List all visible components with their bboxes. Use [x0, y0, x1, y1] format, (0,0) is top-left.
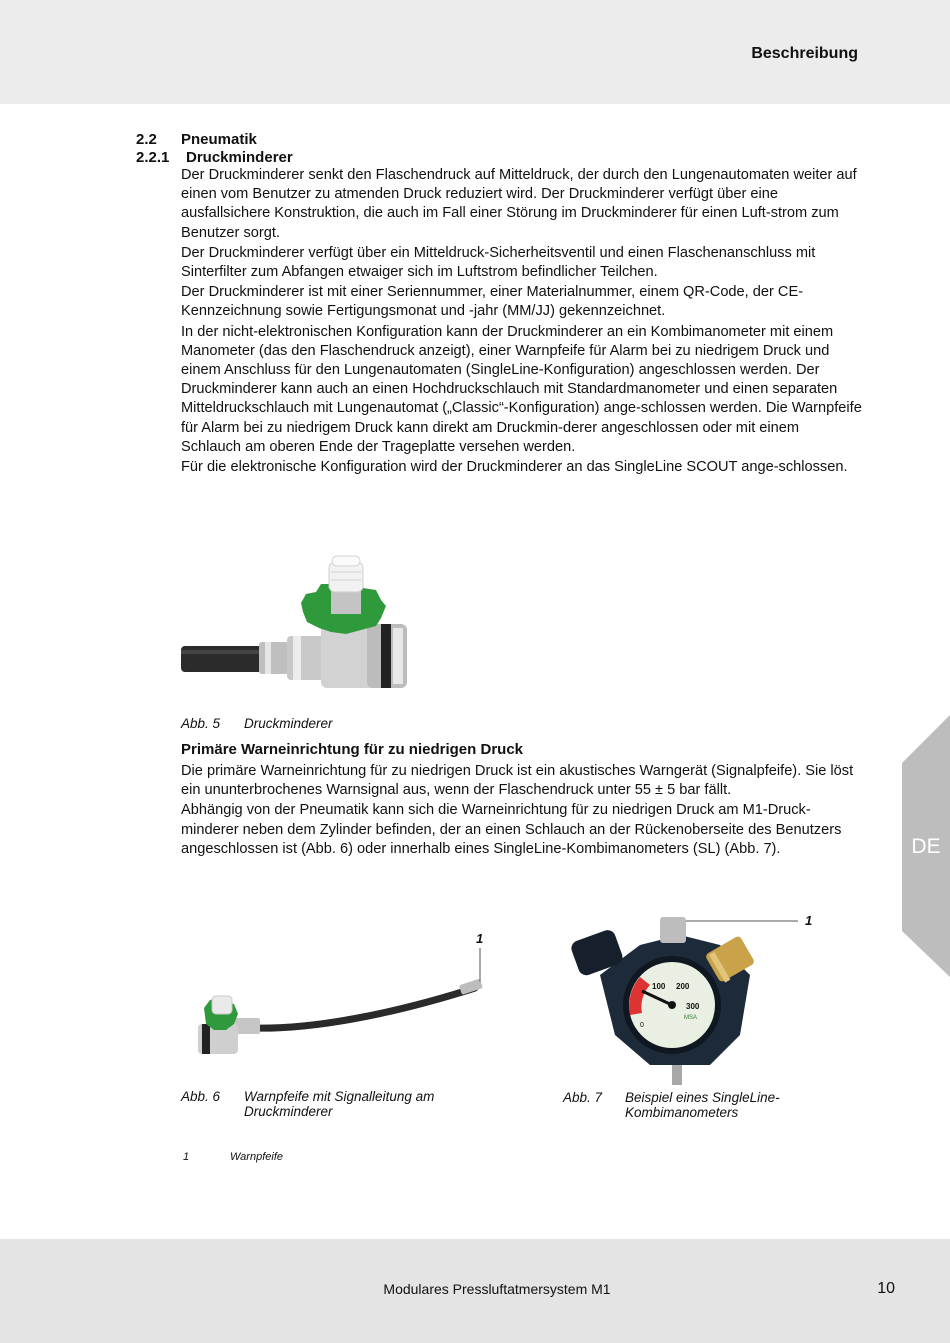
- subsection-title: Druckminderer: [186, 149, 293, 166]
- warning-whistle-hose-image: [190, 940, 500, 1060]
- legend-number: 1: [183, 1151, 190, 1163]
- gauge-label: 0: [640, 1022, 644, 1029]
- section-title: Pneumatik: [181, 131, 257, 148]
- paragraph: Der Druckminderer ist mit einer Seriennummer, einer Materialnummer, einem QR-Code, der CE-Kennzeichnung sowie Fertigungsmonat und -jahr (MM/JJ) gekennzeichnet.: [181, 284, 804, 320]
- intro-text: [181, 166, 863, 478]
- legend-text: Warnpfeife: [230, 1151, 283, 1163]
- language-tab-label: DE: [911, 835, 941, 858]
- footer-title: Modulares Pressluftatmersystem M1: [383, 1281, 611, 1297]
- gauge-label: 100: [652, 982, 666, 991]
- figure-title: Warnpfeife mit Signalleitung am Druckminderer: [244, 1089, 435, 1119]
- gauge-label: MSA: [684, 1015, 698, 1021]
- paragraph: Abhängig von der Pneumatik kann sich die Warneinrichtung für zu niedrigen Druck am M1-Druck-minderer neben dem Zylinder befinden, der an einen Schlauch an der Rückenoberseite des Benutzers angeschlossen ist (Abb. 6) oder innerhalb eines SingleLine-Kombimanometers (SL) (Abb. 7).: [181, 802, 842, 857]
- warning-heading: Primäre Warneinrichtung für zu niedrigen Druck: [181, 741, 523, 758]
- paragraph: Für die elektronische Konfiguration wird der Druckminderer an das SingleLine SCOUT ange-schlossen.: [181, 459, 848, 476]
- page-number: 10: [877, 1280, 895, 1297]
- figure-6-callout: 1: [476, 931, 484, 946]
- paragraph: In der nicht-elektronischen Konfiguration kann der Druckminderer an ein Kombimanometer mit einem Manometer (das den Flaschendruck anzeigt), einer Warnpfeife für Alarm bei zu niedrigem Druck und einem Anschluss für den Lungenautomaten (SingleLine-Konfiguration) angeschlossen werden. Der Druckminderer kann auch an einen Hochdruckschlauch mit Standardmanometer und einen separaten Mitteldruckschlauch mit Lungenautomat („Classic“-Konfiguration) ange-schlossen werden. Die Warnpfeife für Alarm bei zu niedrigem Druck kann direkt am Druckmin-derer angeschlossen oder mit einem Schlauch am oberen Ende der Trageplatte versehen werden.: [181, 323, 862, 455]
- combination-gauge-image: [560, 905, 820, 1085]
- warning-text: [181, 762, 863, 860]
- figure-7-callout: 1: [805, 913, 813, 928]
- section-heading: [136, 131, 436, 149]
- figure-5-caption: [181, 716, 581, 732]
- figure-title: Beispiel eines SingleLine-Kombimanometers: [625, 1090, 780, 1120]
- figure-number: Abb. 7: [563, 1090, 603, 1105]
- section-number: 2.2: [136, 131, 157, 148]
- figure-6-caption: [181, 1089, 501, 1121]
- gauge-label: 300: [686, 1002, 700, 1011]
- subsection-heading: [136, 149, 436, 167]
- figure-7-caption: [563, 1090, 883, 1122]
- paragraph: Die primäre Warneinrichtung für zu niedrigen Druck ist ein akustisches Warngerät (Signalpfeife). Sie löst ein ununterbrochenes Warnsignal aus, wenn der Flaschendruck unter 55 ± 5 bar fällt.: [181, 763, 854, 799]
- paragraph: Der Druckminderer senkt den Flaschendruck auf Mitteldruck, der durch den Lungenautomaten weiter auf einen vom Benutzer zu atmenden Druck reduziert wird. Der Druckminderer verfügt über eine ausfallsichere Konstruktion, die auch im Fall einer Störung im Druckminderer für einen Luft-strom zum Benutzer sorgt.: [181, 167, 857, 241]
- figure-title: Druckminderer: [244, 716, 333, 731]
- paragraph: Der Druckminderer verfügt über ein Mitteldruck-Sicherheitsventil und einen Flaschenanschluss mit Sinterfilter zum Abfangen etwaiger sich im Luftstrom befindlicher Teilchen.: [181, 244, 816, 281]
- header-title: Beschreibung: [751, 45, 858, 62]
- figure-number: Abb. 5: [181, 716, 221, 731]
- pressure-reducer-image: [181, 548, 421, 698]
- gauge-label: 200: [676, 982, 690, 991]
- subsection-number: 2.2.1: [136, 149, 170, 166]
- figure-number: Abb. 6: [181, 1089, 221, 1104]
